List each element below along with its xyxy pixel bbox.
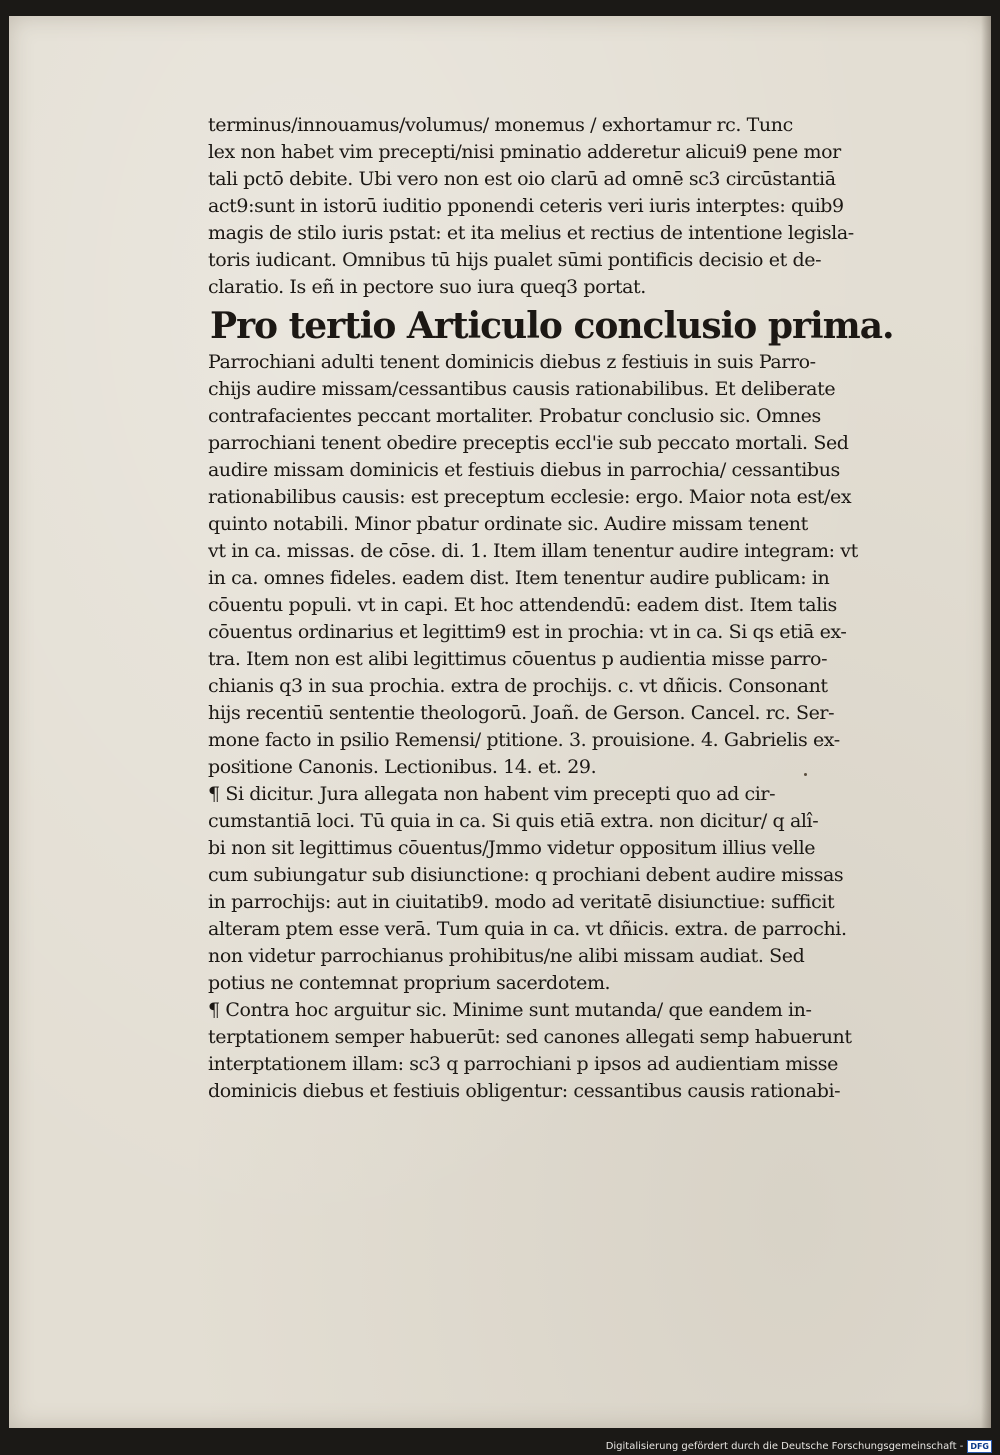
section-heading: Pro tertio Articulo conclusio prima. (210, 305, 894, 347)
text-line: act9:sunt in istorū iuditio pponendi ceteris veri iuris interptes: quib9 (208, 195, 844, 217)
text-line: tali pctō debite. Ubi vero non est oio clarū ad omnē sc3 circūstantiā (208, 168, 836, 190)
text-line: cum subiungatur sub disiunctione: q prochiani debent audire missas (208, 864, 844, 886)
text-block (208, 112, 920, 1105)
text-line: terptationem semper habuerūt: sed canones allegati semp habuerunt (208, 1026, 852, 1048)
text-line: cōuentus ordinarius et legittim9 est in prochia: vt in ca. Si qs etiā ex- (208, 621, 847, 643)
text-line: chijs audire missam/cessantibus causis rationabilibus. Et deliberate (208, 378, 836, 400)
text-line: non videtur parrochianus prohibitus/ne alibi missam audiat. Sed (208, 945, 805, 967)
text-line: cōuentu populi. vt in capi. Et hoc attendendū: eadem dist. Item talis (208, 594, 837, 616)
text-line: magis de stilo iuris pstat: et ita melius et rectius de intentione legisla- (208, 222, 854, 244)
text-line: in parrochijs: aut in ciuitatib9. modo ad veritatē disiunctiue: sufficit (208, 891, 835, 913)
text-line: positione Canonis. Lectionibus. 14. et. 29. (208, 756, 597, 778)
text-line: hijs recentiū sententie theologorū. Joañ. de Gerson. Cancel. rc. Ser- (208, 702, 835, 724)
text-line: alteram ptem esse verā. Tum quia in ca. vt dñicis. extra. de parrochi. (208, 918, 847, 940)
text-line: bi non sit legittimus cōuentus/Jmmo videtur oppositum illius velle (208, 837, 816, 859)
text-line: terminus/innouamus/volumus/ monemus / exhortamur rc. Tunc (208, 114, 793, 136)
text-line: audire missam dominicis et festiuis diebus in parrochia/ cessantibus (208, 459, 840, 481)
text-line: cumstantiā loci. Tū quia in ca. Si quis etiā extra. non dicitur/ q alî- (208, 810, 819, 832)
text-line: chianis q3 in sua prochia. extra de prochijs. c. vt dñicis. Consonant (208, 675, 828, 697)
text-line: rationabilibus causis: est preceptum ecclesie: ergo. Maior nota est/ex (208, 486, 852, 508)
text-line: lex non habet vim precepti/nisi pminatio adderetur alicui9 pene mor (208, 141, 841, 163)
text-line: ¶ Contra hoc arguitur sic. Minime sunt mutanda/ que eandem in- (208, 999, 812, 1021)
page-edge-shadow (981, 16, 991, 1428)
text-line: contrafacientes peccant mortaliter. Probatur conclusio sic. Omnes (208, 405, 821, 427)
text-line: dominicis diebus et festiuis obligentur: cessantibus causis rationabi- (208, 1080, 841, 1102)
text-line: vt in ca. missas. de cōse. di. 1. Item illam tenentur audire integram: vt (208, 540, 858, 562)
text-line: claratio. Is eñ in pectore suo iura queq3 portat. (208, 276, 646, 298)
text-line: in ca. omnes fideles. eadem dist. Item tenentur audire publicam: in (208, 567, 830, 589)
dfg-logo: DFG (967, 1440, 992, 1453)
footer-text: Digitalisierung gefördert durch die Deutsche Forschungsgemeinschaft - (605, 1440, 964, 1452)
text-line: ¶ Si dicitur. Jura allegata non habent vim precepti quo ad cir- (208, 783, 776, 805)
footer-credit (606, 1439, 992, 1453)
text-line: parrochiani tenent obedire preceptis eccl'ie sub peccato mortali. Sed (208, 432, 849, 454)
text-line: interptationem illam: sc3 q parrochiani p ipsos ad audientiam misse (208, 1053, 838, 1075)
text-line: tra. Item non est alibi legittimus cōuentus p audientia misse parro- (208, 648, 828, 670)
text-line: toris iudicant. Omnibus tū hijs pualet sūmi pontificis decisio et de- (208, 249, 822, 271)
text-line: quinto notabili. Minor pbatur ordinate sic. Audire missam tenent (208, 513, 808, 535)
text-line: potius ne contemnat proprium sacerdotem. (208, 972, 611, 994)
text-line: Parrochiani adulti tenent dominicis diebus z festiuis in suis Parro- (208, 351, 816, 373)
text-line: mone facto in psilio Remensi/ ptitione. 3. prouisione. 4. Gabrielis ex- (208, 729, 840, 751)
